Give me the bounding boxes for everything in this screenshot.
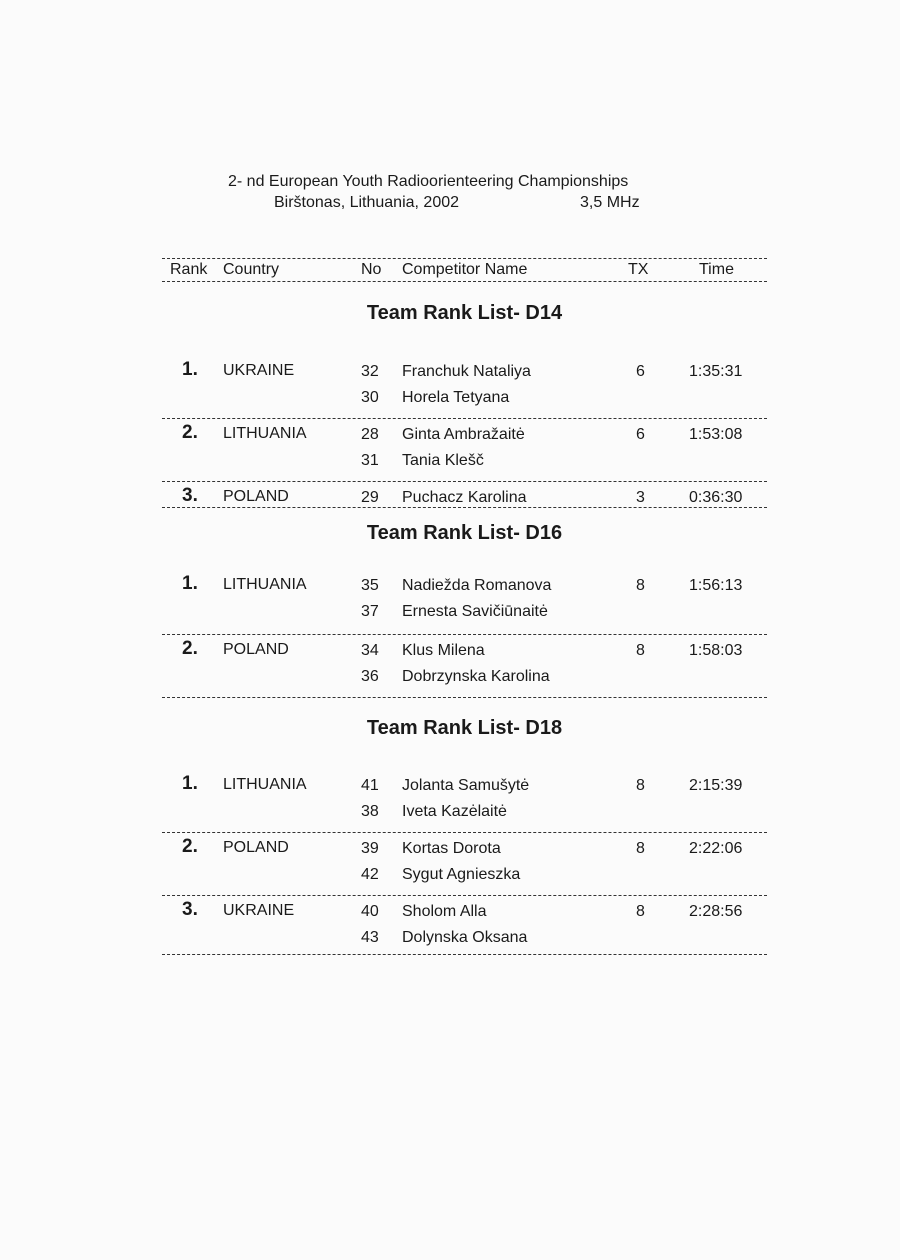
divider: [162, 954, 767, 955]
team-time: 1:35:31: [689, 363, 743, 380]
competitor-name: Franchuk Nataliya: [402, 363, 531, 380]
competitor-name: Sygut Agnieszka: [402, 866, 521, 883]
team-tx: 3: [636, 489, 645, 506]
competitor-name: Ernesta Savičiūnaitė: [402, 603, 548, 620]
team-row: [162, 570, 767, 634]
column-header-rank: Rank: [170, 261, 208, 278]
team-row: [162, 770, 767, 832]
competitor-name: Jolanta Samušytė: [402, 777, 530, 794]
team-row: [162, 635, 767, 697]
competitor-number: 40: [361, 903, 379, 920]
team-country: POLAND: [223, 641, 289, 658]
team-time: 2:22:06: [689, 840, 743, 857]
team-rank: 3.: [182, 485, 198, 506]
competitor-name: Klus Milena: [402, 642, 485, 659]
results-table: [162, 258, 767, 955]
team-row: [162, 419, 767, 481]
team-rank: 1.: [182, 359, 198, 380]
competitor-number: 37: [361, 603, 379, 620]
competitor-number: 34: [361, 642, 379, 659]
competitor-number: 30: [361, 389, 379, 406]
competitor-number: 28: [361, 426, 379, 443]
team-time: 0:36:30: [689, 489, 743, 506]
championship-title: 2- nd European Youth Radioorienteering Championships: [228, 173, 629, 190]
team-country: LITHUANIA: [223, 425, 307, 442]
team-tx: 8: [636, 577, 645, 594]
competitor-name: Puchacz Karolina: [402, 489, 527, 506]
team-tx: 6: [636, 363, 645, 380]
competitor-number: 32: [361, 363, 379, 380]
column-header-name: Competitor Name: [402, 261, 528, 278]
competitor-number: 42: [361, 866, 379, 883]
team-row: [162, 833, 767, 895]
competitor-number: 36: [361, 668, 379, 685]
competitor-number: 41: [361, 777, 379, 794]
team-rank: 1.: [182, 573, 198, 594]
competitor-name: Kortas Dorota: [402, 840, 501, 857]
team-country: UKRAINE: [223, 902, 295, 919]
event-location: Birštonas, Lithuania, 2002: [274, 194, 460, 211]
competitor-name: Ginta Ambražaitė: [402, 426, 525, 443]
team-tx: 8: [636, 903, 645, 920]
team-row: [162, 482, 767, 507]
competitor-number: 31: [361, 452, 379, 469]
team-time: 1:58:03: [689, 642, 743, 659]
column-header-no: No: [361, 261, 382, 278]
team-row: [162, 356, 767, 418]
sections-container: [162, 282, 767, 955]
team-country: POLAND: [223, 839, 289, 856]
team-rank: 2.: [182, 638, 198, 659]
team-rank: 2.: [182, 836, 198, 857]
team-rank: 1.: [182, 773, 198, 794]
team-time: 1:53:08: [689, 426, 743, 443]
team-country: POLAND: [223, 488, 289, 505]
competitor-number: 38: [361, 803, 379, 820]
team-tx: 8: [636, 777, 645, 794]
section-title: Team Rank List- D16: [366, 522, 563, 544]
column-header-tx: TX: [628, 261, 649, 278]
team-time: 2:15:39: [689, 777, 743, 794]
team-time: 2:28:56: [689, 903, 743, 920]
section-title: Team Rank List- D14: [366, 302, 563, 324]
competitor-name: Sholom Alla: [402, 903, 487, 920]
team-tx: 8: [636, 642, 645, 659]
team-country: LITHUANIA: [223, 776, 307, 793]
competitor-number: 29: [361, 489, 379, 506]
team-tx: 6: [636, 426, 645, 443]
section-title: Team Rank List- D18: [366, 717, 563, 739]
column-header-row: [162, 259, 767, 281]
competitor-name: Tania Klešč: [402, 452, 484, 469]
team-country: UKRAINE: [223, 362, 295, 379]
competitor-number: 35: [361, 577, 379, 594]
competitor-name: Dobrzynska Karolina: [402, 668, 550, 685]
column-header-country: Country: [223, 261, 280, 278]
competitor-number: 39: [361, 840, 379, 857]
team-row: [162, 896, 767, 954]
competitor-name: Dolynska Oksana: [402, 929, 528, 946]
team-country: LITHUANIA: [223, 576, 307, 593]
competitor-name: Iveta Kazėlaitė: [402, 803, 507, 820]
team-time: 1:56:13: [689, 577, 743, 594]
competitor-name: Nadiežda Romanova: [402, 577, 552, 594]
frequency-label: 3,5 MHz: [580, 194, 640, 211]
team-tx: 8: [636, 840, 645, 857]
competitor-number: 43: [361, 929, 379, 946]
team-rank: 2.: [182, 422, 198, 443]
team-rank: 3.: [182, 899, 198, 920]
competitor-name: Horela Tetyana: [402, 389, 510, 406]
column-header-time: Time: [699, 261, 734, 278]
